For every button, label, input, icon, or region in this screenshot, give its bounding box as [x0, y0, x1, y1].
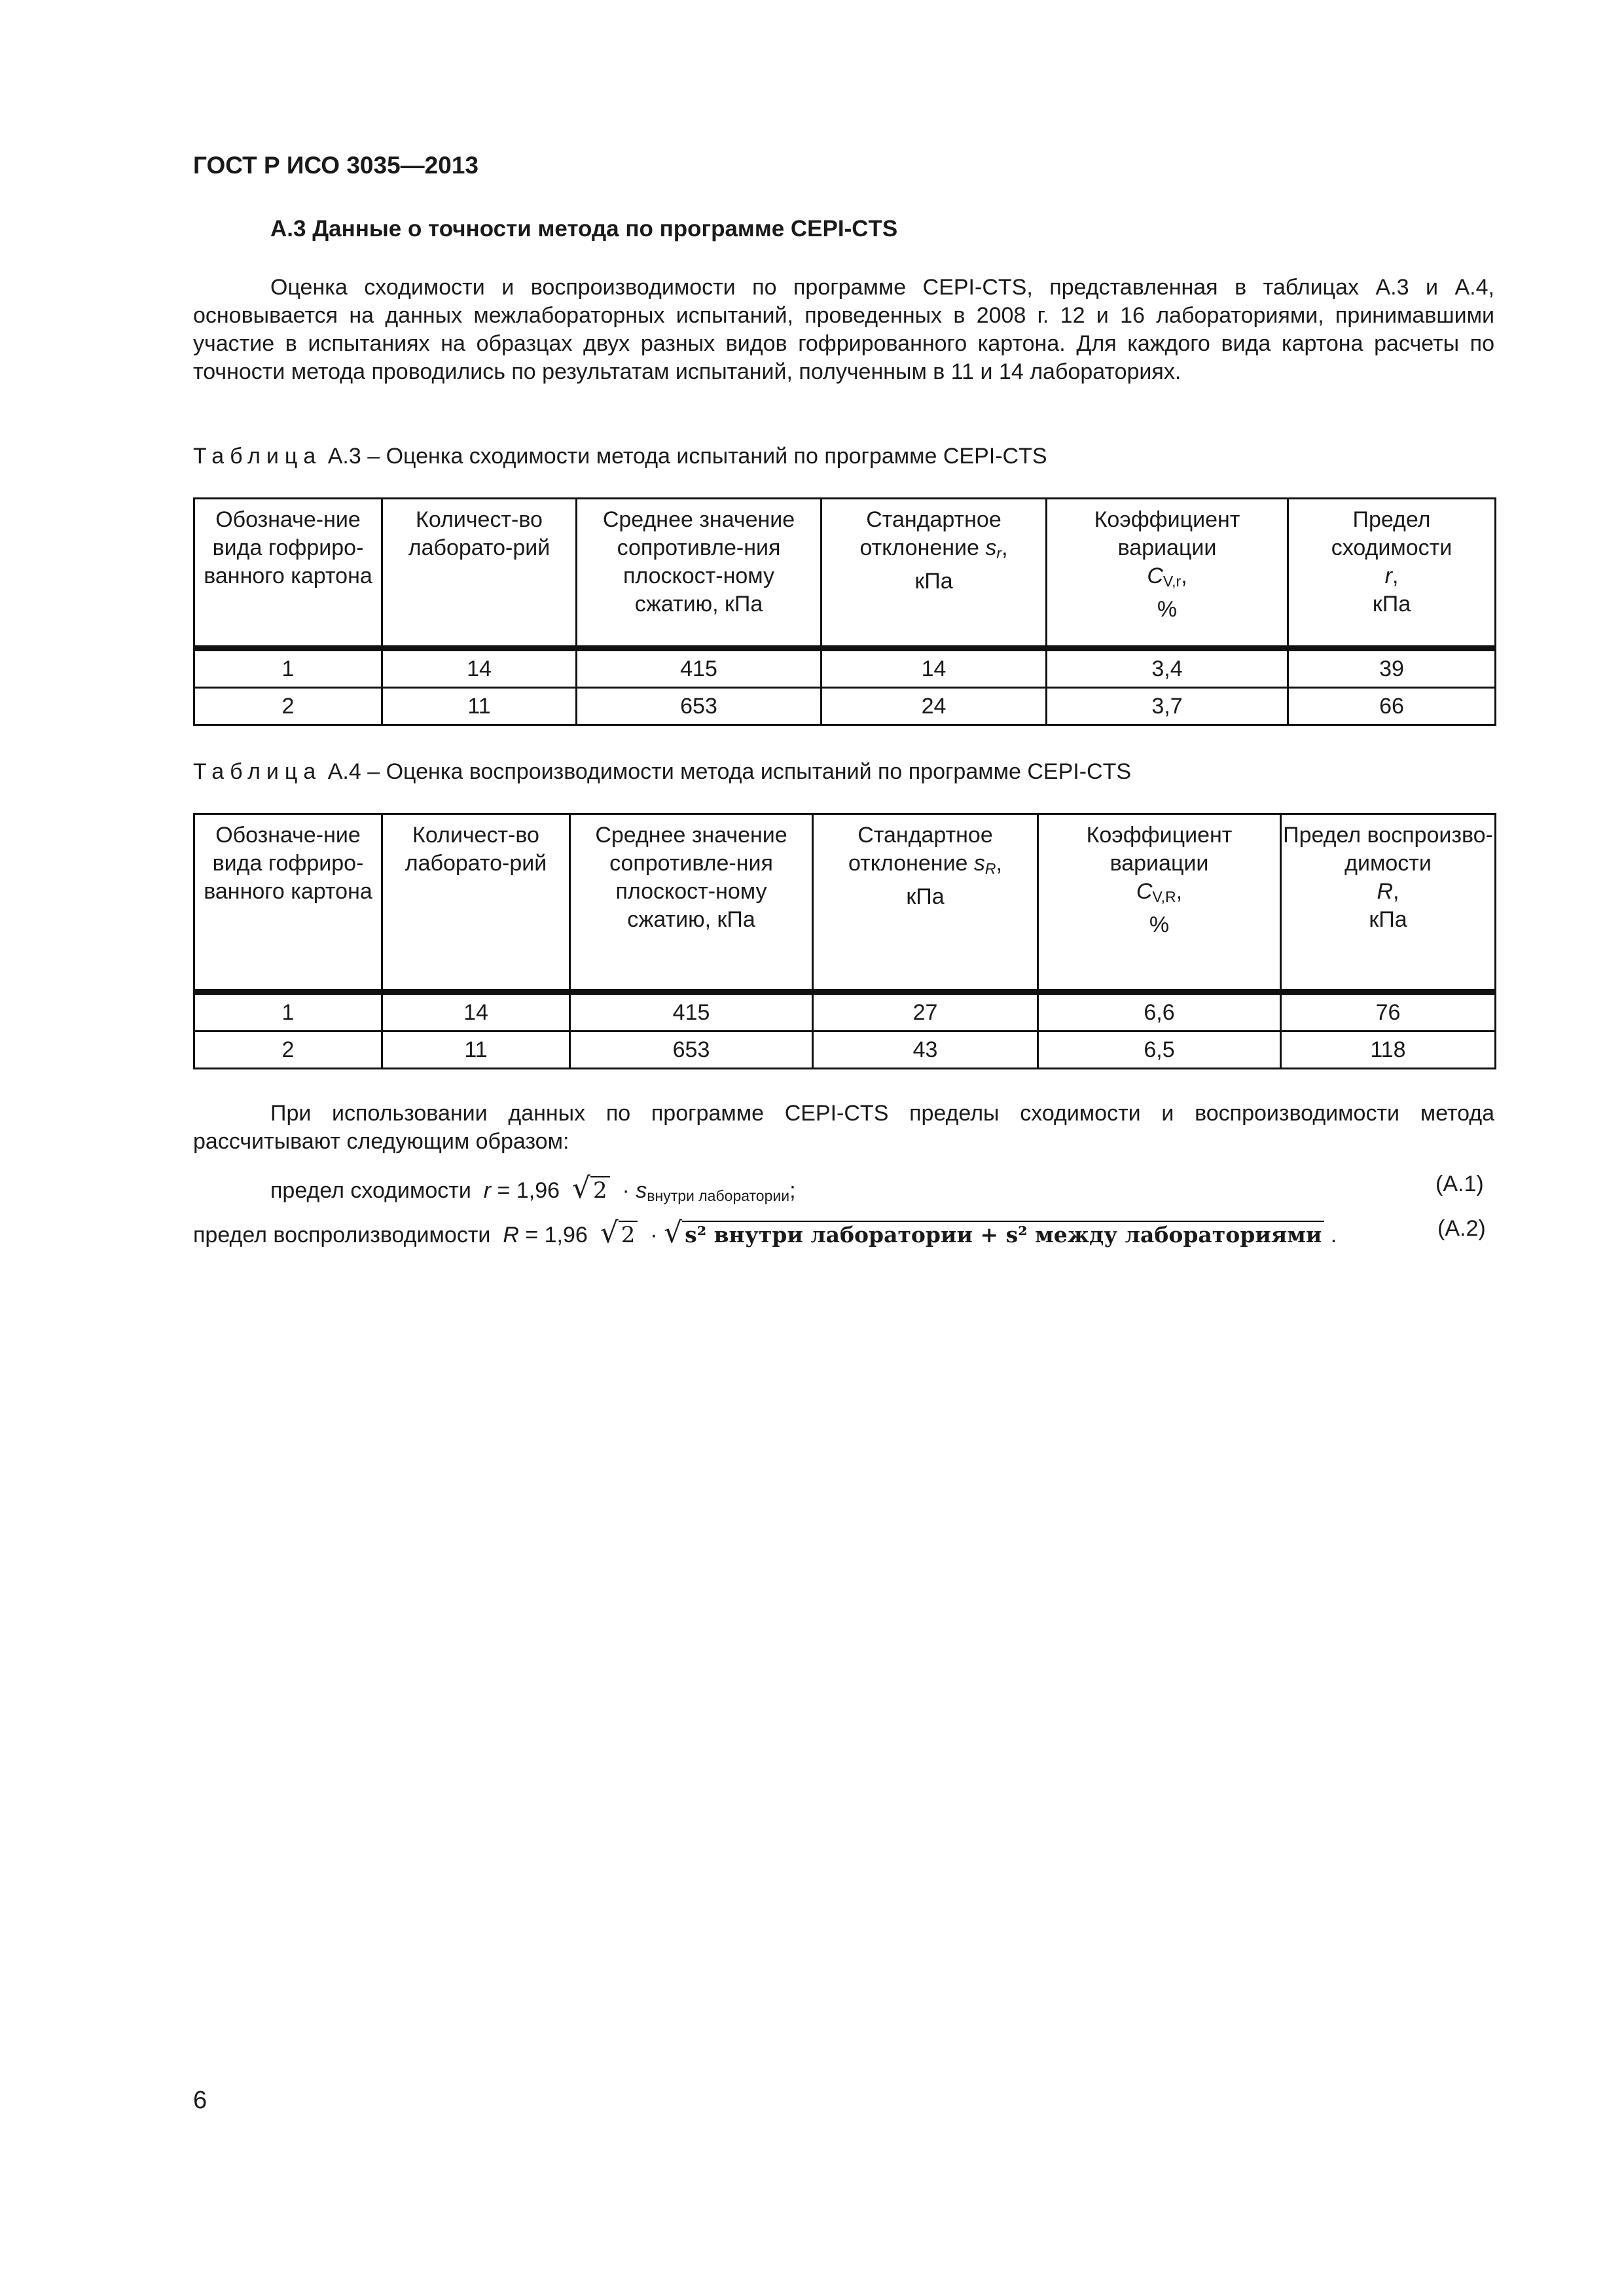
- table-cell: 14: [382, 992, 570, 1031]
- section-title: А.3 Данные о точности метода по программе CEPI-CTS: [270, 216, 898, 242]
- table-cell: 3,4: [1047, 649, 1288, 688]
- table-a3-header-limit-unit: кПа: [1372, 592, 1411, 617]
- table-cell: 2: [194, 1031, 382, 1069]
- table-cell: 6,6: [1038, 992, 1281, 1031]
- table-a3-header-stddev-symbol: s: [985, 535, 997, 560]
- usage-paragraph: При использовании данных по программе CEPI-CTS пределы сходимости и воспроизводимости метода рассчитывают следующим образом:: [193, 1101, 1494, 1154]
- formula-a2-end: .: [1330, 1223, 1337, 1247]
- table-a4-header-type: Обозначе-ние вида гофриро-ванного картона: [194, 814, 382, 992]
- table-a4-caption: [193, 759, 1131, 785]
- sqrt-variance-sum: √ s² внутри лаборатории + s² между лабораториями: [664, 1216, 1324, 1249]
- table-a3-header-stddev-unit: кПа: [914, 569, 953, 594]
- table-a3-header-cv-sub: V,r: [1163, 573, 1182, 590]
- table-cell: 3,7: [1047, 688, 1288, 725]
- table-a3-header-limit: Предел сходимости r, кПа: [1288, 499, 1496, 649]
- table-a3-header-stddev-sub: r: [996, 545, 1002, 562]
- table-a4-header-cv-sub: V,R: [1152, 888, 1176, 905]
- table-cell: 27: [813, 992, 1038, 1031]
- sqrt-two-a2: √ 2: [600, 1216, 638, 1249]
- table-a4-header-limit: Предел воспроизво-димости R, кПа: [1281, 814, 1496, 992]
- table-cell: 43: [813, 1031, 1038, 1069]
- table-a4-caption-prefix: Таблица: [193, 759, 322, 784]
- table-cell: 415: [570, 992, 813, 1031]
- table-cell: 118: [1281, 1031, 1496, 1069]
- equation-number-a2: (А.2): [1437, 1216, 1486, 1241]
- table-a4-caption-text: А.4 – Оценка воспроизводимости метода испытаний по программе CEPI-CTS: [321, 759, 1132, 784]
- formula-a2-eq: = 1,96: [518, 1223, 588, 1247]
- table-a4-header-limit-text: Предел воспроизво-димости: [1283, 823, 1493, 876]
- table-cell: 76: [1281, 992, 1496, 1031]
- table-a4-header-row: [194, 814, 1496, 992]
- table-a3-header-labs: Количест-во лаборато-рий: [382, 499, 577, 649]
- table-a3: [193, 497, 1496, 726]
- table-a3-header-limit-text: Предел сходимости: [1331, 507, 1453, 560]
- table-a4-header-limit-unit: кПа: [1369, 907, 1407, 932]
- table-a4-header-stddev-unit: кПа: [906, 884, 945, 909]
- table-a4-header-cv: Коэффициент вариации $C_{V,R}$, %: [1038, 814, 1281, 992]
- table-cell: 2: [194, 688, 382, 725]
- table-row: [194, 649, 1496, 688]
- table-a3-header-cv-unit: %: [1157, 597, 1178, 622]
- table-cell: 66: [1288, 688, 1496, 725]
- table-a3-header-cv-text: Коэффициент вариации: [1094, 507, 1240, 560]
- document-header: ГОСТ Р ИСО 3035—2013: [193, 152, 478, 179]
- table-a3-header-row: [194, 499, 1496, 649]
- formula-a2-var: R: [503, 1223, 519, 1247]
- table-cell: 24: [821, 688, 1047, 725]
- table-row: [194, 688, 1496, 725]
- table-a4-header-stddev-text: Стандартное отклонение: [848, 823, 993, 876]
- table-a3-caption-text: А.3 – Оценка сходимости метода испытаний по программе CEPI-CTS: [321, 444, 1047, 469]
- table-a4: [193, 813, 1496, 1069]
- table-cell: 14: [382, 649, 577, 688]
- table-a4-header-labs: Количест-во лаборато-рий: [382, 814, 570, 992]
- table-cell: 11: [382, 1031, 570, 1069]
- formula-a1: предел сходимости r = 1,96 √ $2 \cdot s_{внутри лаборатории}$;: [270, 1172, 796, 1205]
- equation-number-a1: (А.1): [1435, 1172, 1484, 1196]
- page-number: 6: [193, 2087, 208, 2114]
- table-cell: 11: [382, 688, 577, 725]
- table-row: [194, 992, 1496, 1031]
- table-row: [194, 1031, 1496, 1069]
- table-a3-header-stddev: Стандартное отклонение $s_r$, кПа: [821, 499, 1047, 649]
- table-cell: 1: [194, 992, 382, 1031]
- table-a3-header-type: Обозначе-ние вида гофриро-ванного картона: [194, 499, 382, 649]
- table-cell: 653: [577, 688, 821, 725]
- formula-a1-s-sub: внутри лаборатории: [647, 1187, 790, 1204]
- table-a4-header-cv-symbol: C: [1136, 879, 1153, 904]
- table-a4-header-stddev: Стандартное отклонение $s_R$, кПа: [813, 814, 1038, 992]
- table-a3-header-cv-symbol: C: [1147, 564, 1163, 588]
- table-a3-header-stddev-text: Стандартное отклонение: [859, 507, 1001, 560]
- formula-a2-label: предел воспролизводимости: [193, 1223, 491, 1247]
- table-cell: 6,5: [1038, 1031, 1281, 1069]
- sqrt-two-a1: √ 2: [572, 1172, 610, 1205]
- table-cell: 1: [194, 649, 382, 688]
- formula-a1-s: s: [636, 1178, 647, 1203]
- formula-a1-end: ;: [789, 1178, 796, 1203]
- intro-paragraph: Оценка сходимости и воспроизводимости по программе CEPI-CTS, представленная в таблицах А.3 и А.4, основывается на данных межлабораторных испытаний, проведенных в 2008 г. 12 и 16 лабораториями, принимавшими участие в испытаниях на образцах двух разных видов гофрированного картона. Для каждого вида картона расчеты по точности метода проводились по результатам испытаний, полученным в 11 и 14 лабораториях.: [193, 275, 1494, 384]
- table-a3-header-cv: Коэффициент вариации $C_{V,r}$, %: [1047, 499, 1288, 649]
- formula-a1-label: предел сходимости: [270, 1178, 471, 1203]
- table-cell: 14: [821, 649, 1047, 688]
- table-a4-header-stddev-sub: R: [984, 860, 996, 877]
- formula-a1-eq: = 1,96: [491, 1178, 560, 1203]
- table-cell: 39: [1288, 649, 1496, 688]
- table-a4-header-stddev-symbol: s: [973, 851, 985, 876]
- table-a4-header-limit-symbol: R: [1377, 879, 1394, 904]
- table-a4-header-mean: Среднее значение сопротивле-ния плоскост-ному сжатию, кПа: [570, 814, 813, 992]
- table-a4-header-cv-text: Коэффициент вариации: [1086, 823, 1233, 876]
- table-a3-caption-prefix: Таблица: [193, 444, 322, 469]
- table-a3-header-mean: Среднее значение сопротивле-ния плоскост-ному сжатию, кПа: [577, 499, 821, 649]
- table-a3-caption: [193, 444, 1047, 469]
- table-cell: 653: [570, 1031, 813, 1069]
- table-a4-header-cv-unit: %: [1149, 912, 1170, 937]
- formula-a1-var: r: [483, 1178, 492, 1203]
- table-cell: 415: [577, 649, 821, 688]
- formula-a2: предел воспролизводимости R = 1,96 √ 2 · √ s² внутри лаборатории + s² между лабораториями .: [193, 1216, 1337, 1249]
- table-a3-header-limit-symbol: r: [1384, 564, 1392, 588]
